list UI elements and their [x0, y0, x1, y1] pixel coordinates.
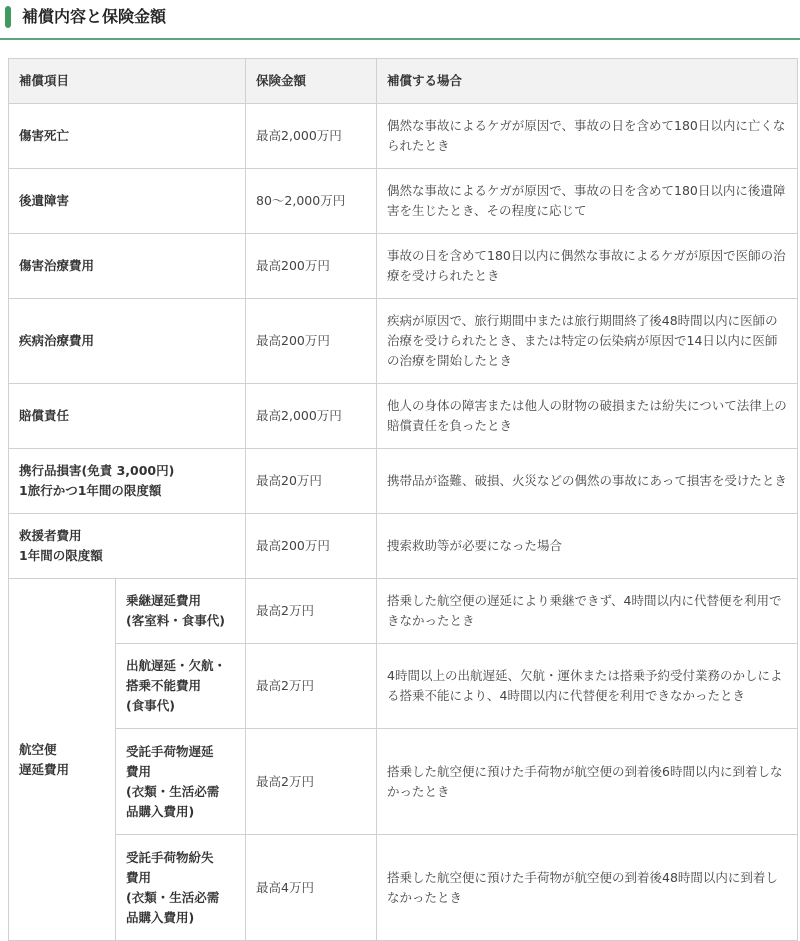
- row-item: 疾病治療費用: [9, 299, 246, 384]
- header-desc: 補償する場合: [377, 59, 798, 104]
- row-sub-item: 受託手荷物紛失 費用 (衣類・生活必需 品購入費用): [116, 835, 246, 941]
- heading-accent-bar: [5, 6, 11, 28]
- row-amount: 80～2,000万円: [246, 169, 377, 234]
- row-amount: 最高4万円: [246, 835, 377, 941]
- row-amount: 最高2万円: [246, 579, 377, 644]
- row-amount: 最高200万円: [246, 514, 377, 579]
- row-amount: 最高2万円: [246, 729, 377, 835]
- table-row: [9, 514, 798, 579]
- row-item: 後遺障害: [9, 169, 246, 234]
- row-amount: 最高2,000万円: [246, 384, 377, 449]
- coverage-table: [8, 58, 798, 941]
- table-row: [9, 449, 798, 514]
- table-row: [9, 299, 798, 384]
- row-amount: 最高200万円: [246, 299, 377, 384]
- row-sub-item: 出航遅延・欠航・ 搭乗不能費用 (食事代): [116, 644, 246, 729]
- row-desc: 搭乗した航空便に預けた手荷物が航空便の到着後48時間以内に到着しなかったとき: [377, 835, 798, 941]
- flight-delay-group-label: 航空便 遅延費用: [9, 579, 116, 941]
- row-desc: 搭乗した航空便の遅延により乗継できず、4時間以内に代替便を利用できなかったとき: [377, 579, 798, 644]
- table-row: [9, 234, 798, 299]
- row-item: 救援者費用 1年間の限度額: [9, 514, 246, 579]
- table-row: [9, 729, 798, 835]
- row-item: 傷害治療費用: [9, 234, 246, 299]
- row-desc: 4時間以上の出航遅延、欠航・運休または搭乗予約受付業務のかしによる搭乗不能により、4時間以内に代替便を利用できなかったとき: [377, 644, 798, 729]
- row-sub-item: 受託手荷物遅延 費用 (衣類・生活必需 品購入費用): [116, 729, 246, 835]
- row-item: 賠償責任: [9, 384, 246, 449]
- table-row: [9, 104, 798, 169]
- row-desc: 他人の身体の障害または他人の財物の破損または紛失について法律上の賠償責任を負ったとき: [377, 384, 798, 449]
- table-row: [9, 579, 798, 644]
- row-desc: 偶然な事故によるケガが原因で、事故の日を含めて180日以内に後遺障害を生じたとき、その程度に応じて: [377, 169, 798, 234]
- row-item: 傷害死亡: [9, 104, 246, 169]
- row-amount: 最高20万円: [246, 449, 377, 514]
- table-row: [9, 644, 798, 729]
- row-sub-item: 乗継遅延費用 (客室料・食事代): [116, 579, 246, 644]
- row-desc: 捜索救助等が必要になった場合: [377, 514, 798, 579]
- section-heading: [0, 0, 800, 40]
- row-desc: 携帯品が盗難、破損、火災などの偶然の事故にあって損害を受けたとき: [377, 449, 798, 514]
- row-amount: 最高200万円: [246, 234, 377, 299]
- table-header-row: [9, 59, 798, 104]
- header-item: 補償項目: [9, 59, 246, 104]
- row-item: 携行品損害(免責 3,000円) 1旅行かつ1年間の限度額: [9, 449, 246, 514]
- section-title: 補償内容と保険金額: [22, 7, 167, 26]
- row-amount: 最高2万円: [246, 644, 377, 729]
- row-desc: 事故の日を含めて180日以内に偶然な事故によるケガが原因で医師の治療を受けられたとき: [377, 234, 798, 299]
- row-amount: 最高2,000万円: [246, 104, 377, 169]
- row-desc: 疾病が原因で、旅行期間中または旅行期間終了後48時間以内に医師の治療を受けられたとき、または特定の伝染病が原因で14日以内に医師の治療を開始したとき: [377, 299, 798, 384]
- table-row: [9, 835, 798, 941]
- table-row: [9, 169, 798, 234]
- header-amount: 保険金額: [246, 59, 377, 104]
- row-desc: 偶然な事故によるケガが原因で、事故の日を含めて180日以内に亡くなられたとき: [377, 104, 798, 169]
- row-desc: 搭乗した航空便に預けた手荷物が航空便の到着後6時間以内に到着しなかったとき: [377, 729, 798, 835]
- table-row: [9, 384, 798, 449]
